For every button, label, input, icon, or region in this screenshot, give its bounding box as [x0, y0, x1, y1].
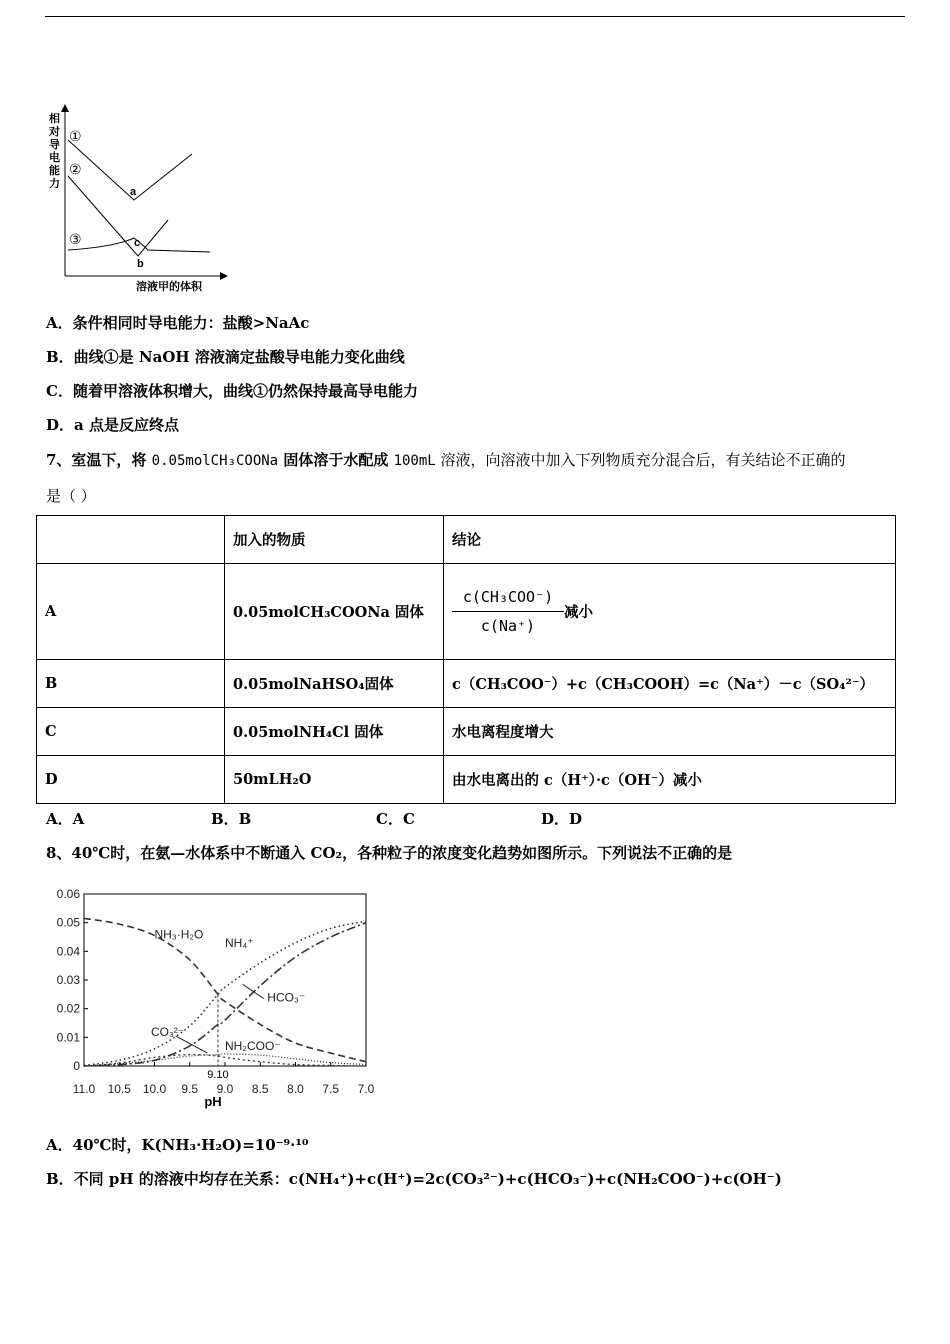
x-axis-label: pH: [204, 1094, 222, 1109]
y-axis-label-char: 能: [49, 165, 60, 177]
curve-label-1: ①: [69, 128, 82, 144]
fraction-denominator: c(Na⁺): [480, 617, 536, 635]
plot-area: [57, 887, 375, 1109]
row-conclusion: c（CH₃COO⁻）+c（CH₃COOH）=c（Na⁺）－c（SO₄²⁻）: [444, 660, 896, 708]
q7-choice-c: C．C: [376, 810, 415, 828]
x-tick-label: 10.5: [107, 1082, 131, 1096]
q7-amount: 0.05molCH₃COONa: [151, 453, 279, 469]
x-tick-label: 10.0: [142, 1082, 167, 1096]
q8-option-b: B．不同 pH 的溶液中均存在关系：c(NH₄⁺)+c(H⁺)=2c(CO₃²⁻)+c(HCO₃⁻)+c(NH₂COO⁻)+c(OH⁻): [46, 1170, 782, 1188]
ph-distribution-chart: [44, 884, 384, 1120]
series-label: HCO₃⁻: [267, 990, 306, 1005]
q7-volume: 100mL: [393, 453, 436, 469]
point-label-a: a: [130, 186, 137, 198]
q7-stem-line2: 是（ ）: [46, 487, 96, 505]
row-substance: 0.05molNaHSO₄固体: [225, 660, 444, 708]
header-cell-conclusion: 结论: [444, 516, 896, 564]
table-row: [37, 756, 896, 804]
header-rule: [45, 16, 905, 17]
annotation-label: 9.10: [207, 1069, 229, 1081]
point-label-c: c: [134, 237, 141, 249]
row-label: D: [37, 756, 225, 804]
row-conclusion: 由水电离出的 c（H⁺）·c（OH⁻）减小: [444, 756, 896, 804]
row-label: C: [37, 708, 225, 756]
y-tick-label: 0.04: [56, 944, 80, 959]
fraction-bar: [452, 611, 564, 612]
x-tick-label: 8.0: [287, 1082, 304, 1096]
y-tick-label: 0.02: [56, 1001, 80, 1016]
q6-option-a: A．条件相同时导电能力：盐酸>NaAc: [46, 314, 310, 332]
series-label: NH₂COO⁻: [225, 1039, 281, 1054]
y-axis-label-char: 相: [49, 113, 60, 125]
table-row: [37, 564, 896, 660]
row-conclusion: 水电离程度增大: [444, 708, 896, 756]
header-cell-blank: [37, 516, 225, 564]
y-tick-label: 0: [73, 1059, 80, 1073]
q6-option-d: D．a 点是反应终点: [46, 416, 179, 434]
q7-choice-a: A．A: [46, 810, 85, 828]
y-tick-label: 0.06: [56, 887, 80, 901]
y-axis-label: [48, 111, 60, 190]
curve-2: [68, 176, 168, 256]
q8-option-a: A．40℃时，K(NH₃·H₂O)=10⁻⁹·¹⁰: [46, 1136, 309, 1154]
y-axis-label-char: 力: [49, 178, 60, 190]
x-tick-label: 11.0: [72, 1082, 96, 1096]
series-label: NH₄⁺: [225, 936, 254, 951]
row-label: A: [37, 564, 225, 660]
row-conclusion: [444, 564, 896, 660]
point-label-b: b: [137, 258, 144, 270]
y-axis-label-char: 电: [49, 152, 60, 164]
q7-choice-d: D．D: [541, 810, 583, 828]
q7-choice-b: B．B: [211, 810, 252, 828]
row-substance: 0.05molCH₃COONa 固体: [225, 564, 444, 660]
row-label: B: [37, 660, 225, 708]
table-row: [37, 708, 896, 756]
x-tick-label: 7.5: [322, 1082, 340, 1096]
x-tick-label: 9.0: [216, 1082, 234, 1096]
conductivity-chart: [44, 104, 234, 296]
q7-stem: [46, 449, 846, 470]
x-tick-label: 7.0: [357, 1082, 375, 1096]
series-label: CO₃²⁻: [150, 1024, 185, 1039]
header-cell-substance: 加入的物质: [225, 516, 444, 564]
q8-stem: 8、40℃时，在氨—水体系中不断通入 CO₂，各种粒子的浓度变化趋势如图所示。下列说法不正确的是: [46, 844, 733, 862]
y-tick-label: 0.03: [56, 973, 80, 987]
q6-option-b: B．曲线①是 NaOH 溶液滴定盐酸导电能力变化曲线: [46, 348, 405, 366]
x-axis-label: 溶液甲的体积: [136, 281, 202, 293]
table-row: [37, 660, 896, 708]
label-leader: [243, 984, 264, 998]
row-substance: 50mLH₂O: [225, 756, 444, 804]
row-substance: 0.05molNH₄Cl 固体: [225, 708, 444, 756]
series-label: NH₃·H₂O: [154, 927, 204, 942]
q7-table: [36, 515, 896, 804]
x-tick-label: 9.5: [181, 1082, 199, 1096]
x-tick-label: 8.5: [251, 1082, 269, 1096]
fraction-numerator: c(CH₃COO⁻): [462, 588, 554, 606]
q7-num: 7、室温下，将: [46, 451, 152, 469]
y-tick-label: 0.05: [56, 915, 80, 930]
q7-rest: 溶液，向溶液中加入下列物质充分混合后，有关结论不正确的: [435, 451, 846, 469]
y-tick-label: 0.01: [56, 1030, 80, 1045]
curve-label-2: ②: [69, 161, 82, 177]
q6-option-c: C．随着甲溶液体积增大，曲线①仍然保持最高导电能力: [46, 382, 418, 400]
y-axis-label-char: 对: [49, 126, 60, 138]
y-axis-label-char: 导: [49, 139, 60, 151]
curve-label-3: ③: [69, 231, 82, 247]
table-header-row: [37, 516, 896, 564]
fraction-suffix: 减小: [564, 604, 593, 621]
q7-mid: 固体溶于水配成: [278, 451, 394, 469]
